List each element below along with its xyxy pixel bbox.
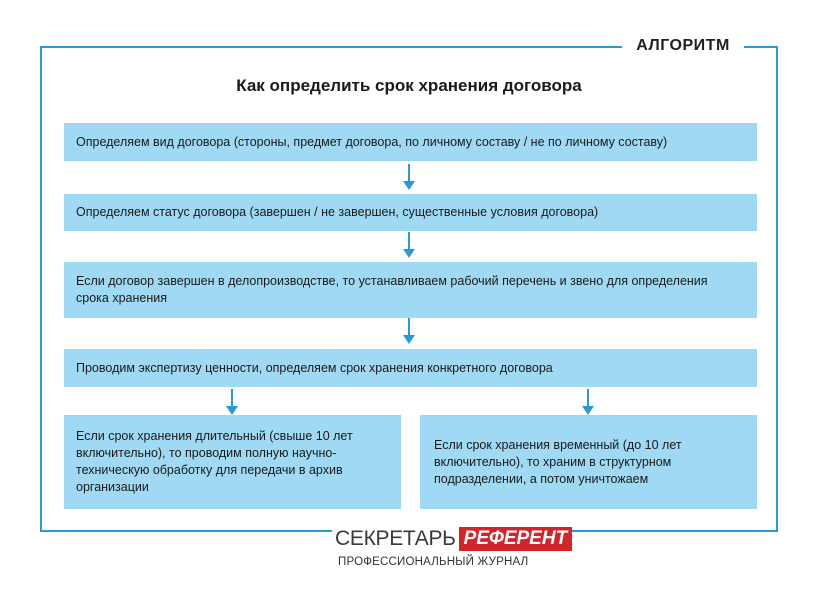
logo-subtitle: ПРОФЕССИОНАЛЬНЫЙ ЖУРНАЛ (338, 556, 529, 568)
step-text-3: Если договор завершен в делопроизводстве, то устанавливаем рабочий перечень и звено для определения срока хранения (76, 274, 708, 305)
arrow-down-left (226, 389, 238, 417)
step-text-2: Определяем статус договора (завершен / не завершен, существенные условия договора) (76, 205, 599, 219)
arrow-down-1 (403, 164, 415, 192)
arrow-down-3 (403, 318, 415, 346)
branch-text-left: Если срок хранения длительный (свыше 10 лет включительно), то проводим полную научно-техническую обработку для передачи в архив организации (76, 429, 353, 494)
frame-tag: АЛГОРИТМ (622, 35, 744, 57)
arrow-down-right (582, 389, 594, 417)
arrow-down-2 (403, 232, 415, 260)
branch-text-right: Если срок хранения временный (до 10 лет включительно), то храним в структурном подразделении, а потом уничтожаем (434, 437, 682, 486)
branch-box-right (420, 415, 757, 509)
branch-box-left (64, 415, 401, 509)
step-box-4 (64, 349, 757, 387)
logo-main-text: СЕКРЕТАРЬ (332, 527, 459, 551)
magazine-logo (332, 527, 572, 551)
step-text-1: Определяем вид договора (стороны, предмет договора, по личному составу / не по личному составу) (76, 134, 668, 149)
step-box-1 (64, 123, 757, 161)
logo-accent-text: РЕФЕРЕНТ (459, 527, 573, 551)
step-text-4: Проводим экспертизу ценности, определяем срок хранения конкретного договора (76, 360, 553, 375)
diagram-title: Как определить срок хранения договора (236, 76, 582, 95)
step-box-3 (64, 262, 757, 318)
step-box-2 (64, 194, 757, 231)
